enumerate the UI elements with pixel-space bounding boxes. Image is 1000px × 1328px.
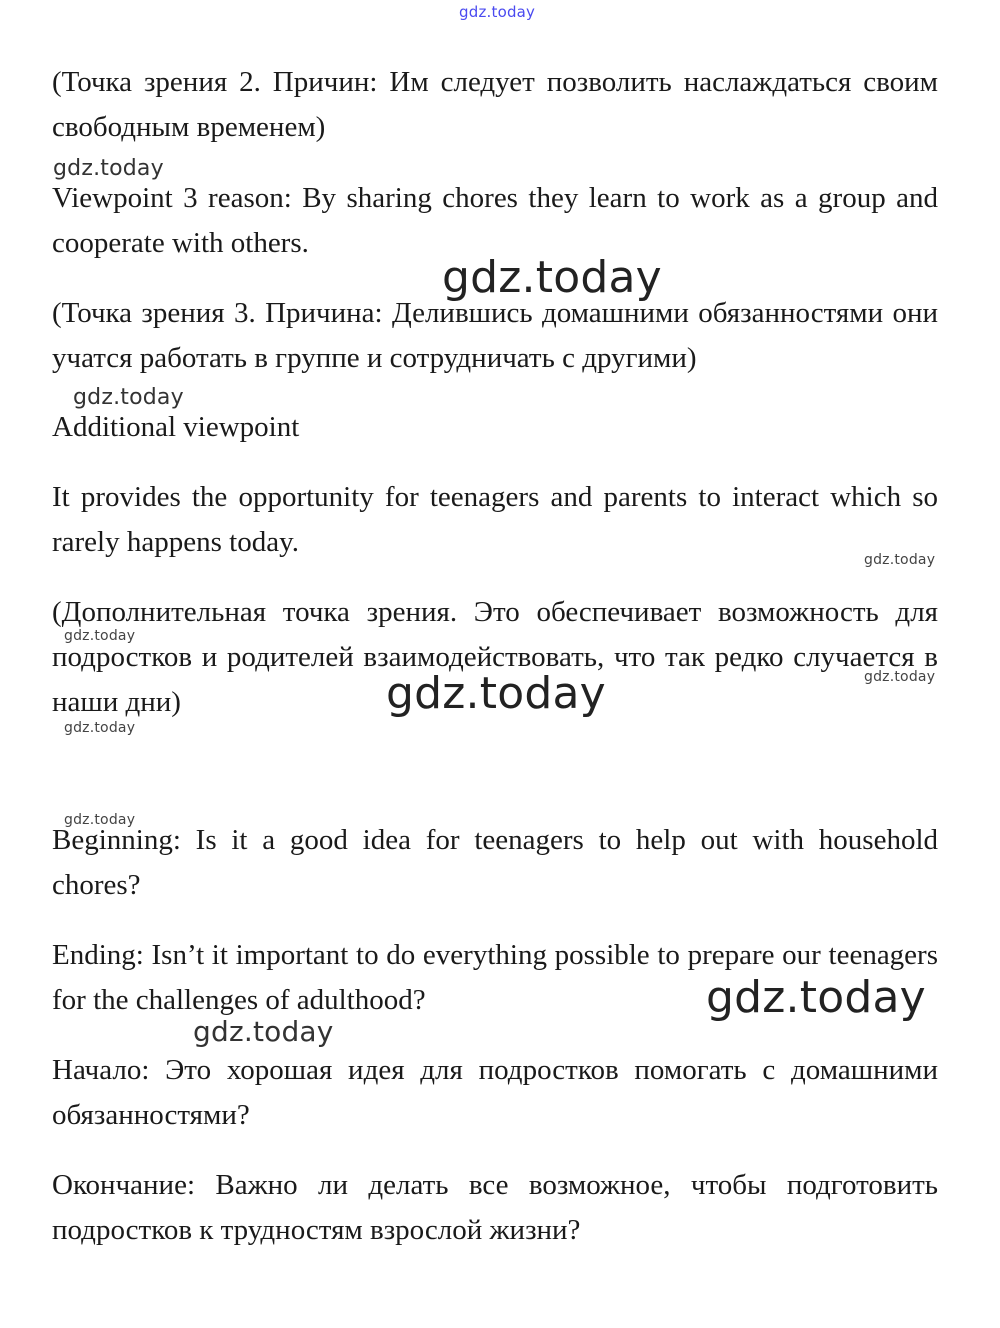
watermark: gdz.today — [706, 972, 926, 1023]
paragraph-ending-translation: Окончание: Важно ли делать все возможное, чтобы подготовить подростков к трудностям взрослой жизни? — [52, 1169, 938, 1246]
paragraph-beginning: Beginning: Is it a good idea for teenagers to help out with household chores? — [52, 824, 938, 901]
watermark: gdz.today — [864, 552, 936, 568]
watermark-top: gdz.today — [459, 3, 536, 21]
watermark: gdz.today — [73, 385, 184, 410]
paragraph-additional-viewpoint: It provides the opportunity for teenagers and parents to interact which so rarely happens today. — [52, 481, 938, 558]
paragraph-ending: Ending: Isn’t it important to do everything possible to prepare our teenagers for the challenges of adulthood? — [52, 939, 938, 1016]
paragraph-viewpoint-3-translation: (Точка зрения 3. Причина: Делившись домашними обязанностями они учатся работать в группе и сотрудничать с другими) — [52, 297, 938, 374]
heading-additional-viewpoint: Additional viewpoint — [52, 411, 300, 443]
watermark: gdz.today — [193, 1015, 334, 1048]
paragraph-beginning-translation: Начало: Это хорошая идея для подростков помогать с домашними обязанностями? — [52, 1054, 938, 1131]
paragraph-additional-viewpoint-translation: (Дополнительная точка зрения. Это обеспечивает возможность для подростков и родителей взаимодействовать, что так редко случается в наши дни) — [52, 596, 938, 718]
watermark: gdz.today — [442, 252, 662, 303]
watermark: gdz.today — [864, 669, 936, 685]
watermark: gdz.today — [64, 812, 136, 828]
paragraph-viewpoint-3-reason: Viewpoint 3 reason: By sharing chores they learn to work as a group and cooperate with others. — [52, 182, 938, 259]
watermark: gdz.today — [64, 628, 136, 644]
paragraph-viewpoint-2-translation: (Точка зрения 2. Причин: Им следует позволить наслаждаться своим свободным временем) — [52, 66, 938, 143]
watermark: gdz.today — [64, 720, 136, 736]
watermark: gdz.today — [386, 668, 606, 719]
watermark: gdz.today — [53, 156, 164, 181]
